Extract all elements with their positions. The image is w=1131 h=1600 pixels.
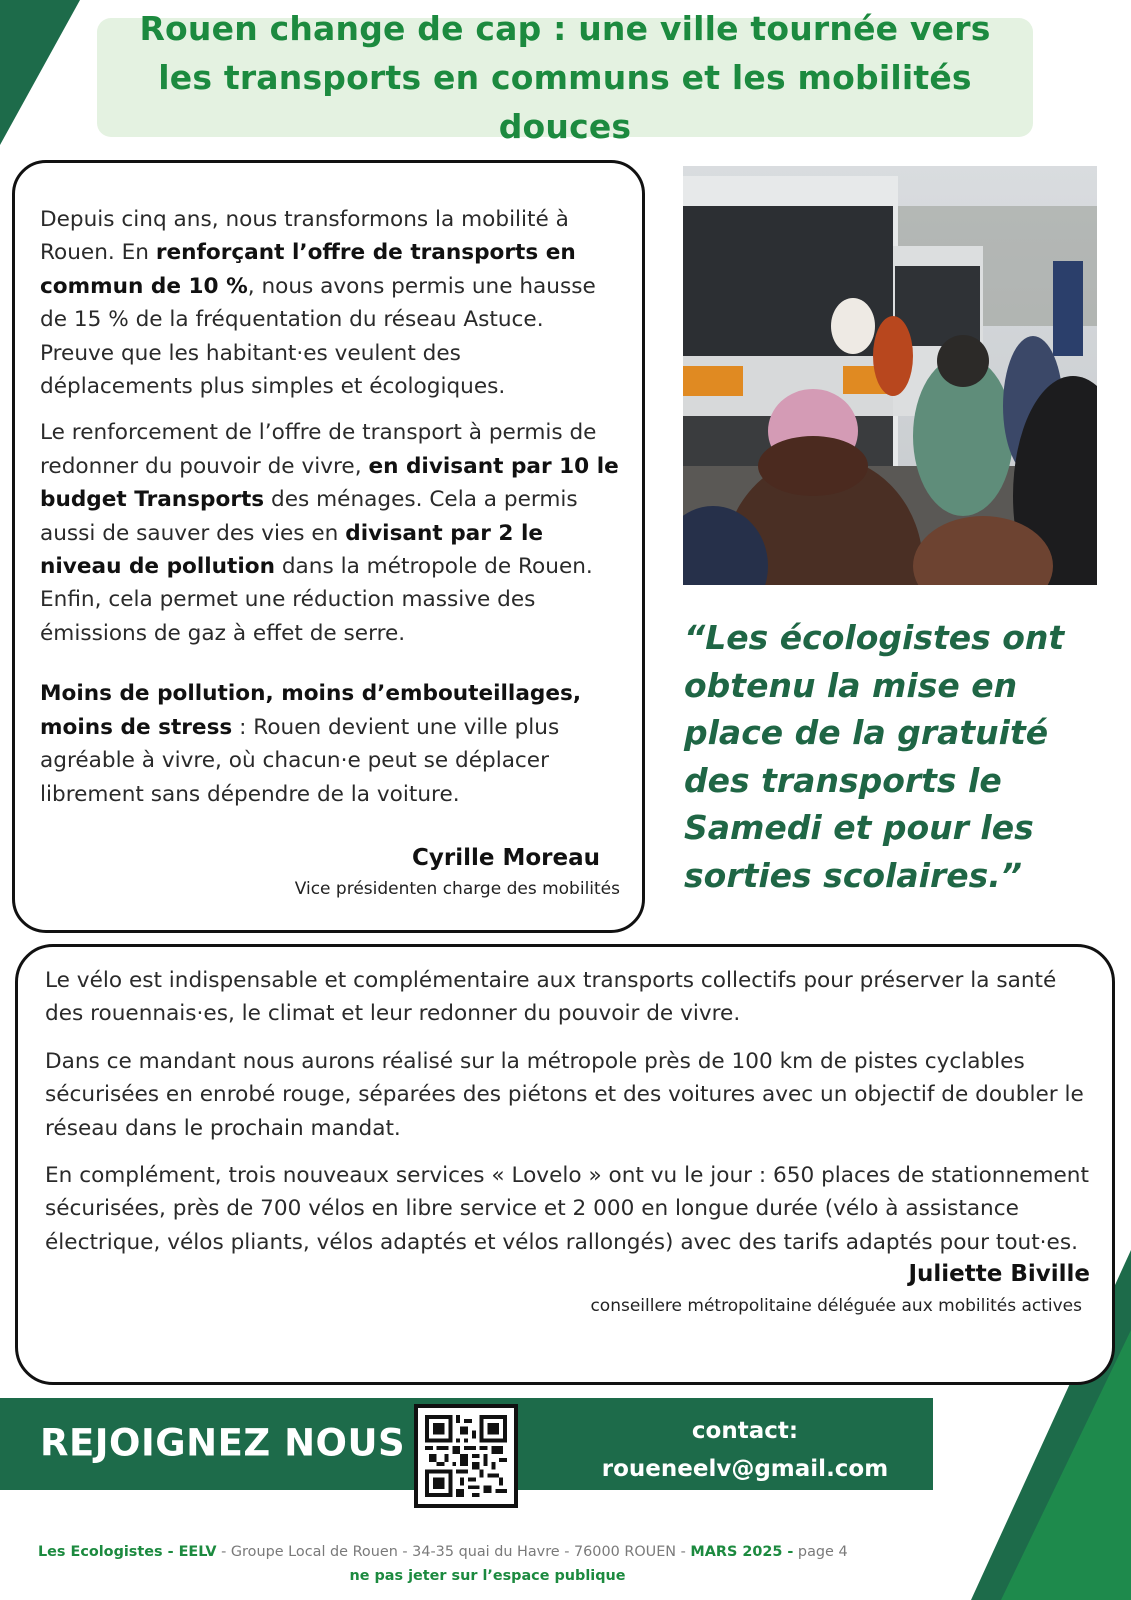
qr-code[interactable] [414,1404,518,1508]
footer-page: page 4 [793,1544,848,1560]
join-us-text: REJOIGNEZ NOUS [40,1421,406,1465]
transport-paragraph-2: Le renforcement de l’offre de transport à permis de redonner du pouvoir de vivre, en divisant par 10 le budget Transports des ménages. Cela a permis aussi de sauver des vies en divisant par 2 le niveau de pollution dans la métropole de Rouen. Enfin, cela permet une réduction massive des émissions de gaz à effet de serre. [40,420,619,646]
footer-notice: ne pas jeter sur l’espace publique [349,1568,626,1584]
page-title: Rouen change de cap : une ville tournée vers les transports en communs et les mobilités douces [139,9,991,146]
pull-quote: “Les écologistes ont obtenu la mise en place de la gratuité des transports le Samedi et pour les sorties scolaires.” [684,618,1065,895]
corner-decoration-top-left [0,0,80,145]
bike-paragraph-1: Le vélo est indispensable et complémentaire aux transports collectifs pour préserver la santé des rouennais·es, le climat et leur redonner du pouvoir de vivre. [45,968,1057,1027]
contact-label: contact: [691,1418,799,1444]
bike-author-name: Juliette Biville [908,1261,1090,1288]
bike-author-role: conseillere métropolitaine déléguée aux mobilités actives [590,1296,1082,1317]
transport-paragraph-3: Moins de pollution, moins d’embouteillages, moins de stress : Rouen devient une ville plus agréable à vivre, où chacun·e peut se déplacer librement sans dépendre de la voiture. [40,681,582,807]
transport-author-role: Vice présidenten charge des mobilités [294,878,620,899]
footer-org: Les Ecologistes - EELV [38,1544,217,1560]
footer-address: Groupe Local de Rouen - 34-35 quai du Havre - 76000 ROUEN [230,1544,677,1560]
bus-stop-photo [683,166,1097,585]
bike-paragraph-2: Dans ce mandant nous aurons réalisé sur la métropole près de 100 km de pistes cyclables sécurisées en enrobé rouge, séparées des piétons et des voitures avec un objectif de doubler le réseau dans le prochain mandat. [45,1048,1084,1141]
contact-email[interactable]: roueneelv@gmail.com [601,1456,889,1482]
transport-author-name: Cyrille Moreau [412,844,600,871]
title-banner [97,9,1033,146]
transport-paragraph-1: Depuis cinq ans, nous transformons la mobilité à Rouen. En renforçant l’offre de transports en commun de 10 %, nous avons permis une hausse de 15 % de la fréquentation du réseau Astuce. Preuve que les habitant·es veulent des déplacements plus simples et écologiques. [40,207,596,400]
footer-date: MARS 2025 - [690,1544,794,1560]
footer-line: Les Ecologistes - EELV - Groupe Local de Rouen - 34-35 quai du Havre - 76000 ROUEN - MARS 2025 - page 4 [38,1544,848,1560]
bike-paragraph-3: En complément, trois nouveaux services « Lovelo » ont vu le jour : 650 places de stationnement sécurisées, près de 700 vélos en libre service et 2 000 en longue durée (vélo à assistance électrique, vélos pliants, vélos adaptés et vélos rallongés) avec des tarifs adaptés pour tout·es. [45,1163,1089,1255]
transport-article [12,160,645,933]
bike-article [15,944,1115,1385]
